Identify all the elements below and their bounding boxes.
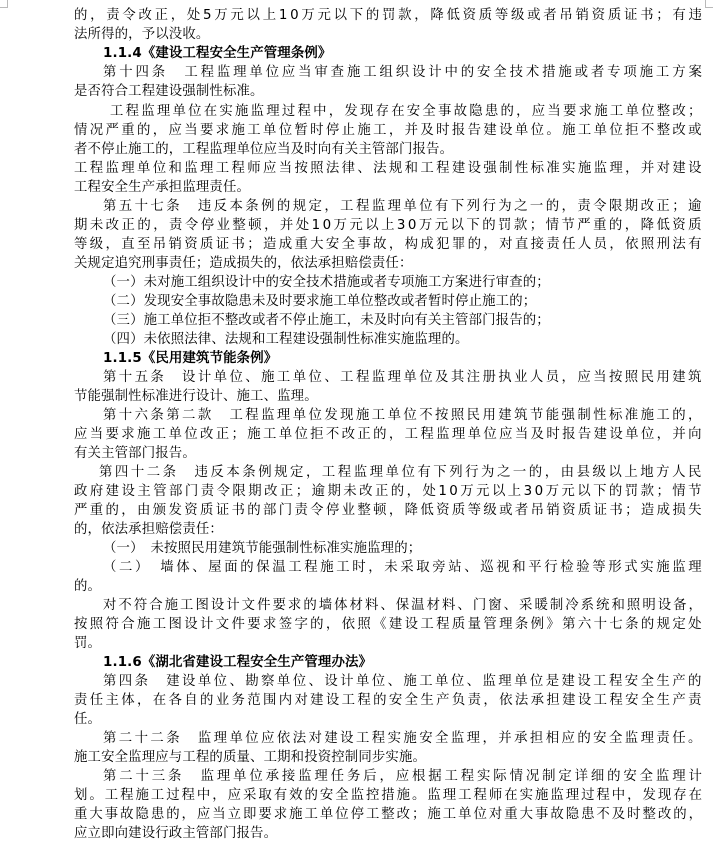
page-corner-marker-left bbox=[0, 0, 8, 8]
list-item: （一）未对施工组织设计中的安全技术措施或者专项施工方案进行审查的； bbox=[103, 275, 550, 290]
section-heading: 1.1.6《湖北省建设工程安全生产管理办法》 bbox=[103, 655, 373, 670]
text-line: 第四十二条 违反本条例规定，工程监理单位有下列行为之一的，由县级以上地方人民 bbox=[99, 465, 704, 480]
text-line: 罚。 bbox=[74, 636, 102, 651]
list-item: （一） 未按照民用建筑节能强制性标准实施监理的； bbox=[103, 541, 422, 556]
text-line: 者不停止施工的，工程监理单位应当及时向有关主管部门报告。 bbox=[74, 142, 454, 157]
text-line: 第十四条 工程监理单位应当审查施工组织设计中的安全技术措施或者专项施工方案 bbox=[103, 65, 705, 80]
text-line: 第二十三条 监理单位承接监理任务后，应根据工程实际情况制定详细的安全监理计 bbox=[103, 769, 705, 784]
text-line: 第四条 建设单位、勘察单位、设计单位、施工单位、监理单位是建设工程安全生产的 bbox=[103, 674, 704, 689]
text-line: 应当要求施工单位改正；施工单位拒不改正的，工程监理单位应当及时报告建设单位，并向 bbox=[74, 427, 704, 442]
text-line: 应立即向建设行政主管部门报告。 bbox=[74, 826, 278, 841]
list-item: （二）发现安全事故隐患未及时要求施工单位整改或者暂时停止施工的； bbox=[103, 294, 537, 309]
text-line: 是否符合工程建设强制性标准。 bbox=[74, 84, 264, 99]
text-line: 关规定追究刑事责任；造成损失的，依法承担赔偿责任： bbox=[74, 256, 413, 271]
text-line: 任。 bbox=[74, 712, 102, 727]
text-line: 第十六条第二款 工程监理单位发现施工单位不按照民用建筑节能强制性标准施工的， bbox=[103, 408, 704, 423]
text-line: 工程监理单位和监理工程师应当按照法律、法规和工程建设强制性标准实施监理，并对建设 bbox=[74, 161, 704, 176]
text-line: 的。 bbox=[74, 579, 102, 594]
text-line: 第五十七条 违反本条例的规定，工程监理单位有下列行为之一的，责令限期改正；逾 bbox=[103, 199, 704, 214]
text-line: 工程监理单位在实施监理过程中，发现存在安全事故隐患的，应当要求施工单位整改； bbox=[110, 104, 704, 119]
text-line: 期未改正的，责令停业整顿，并处10万元以上30万元以下的罚款；情节严重的，降低资质 bbox=[74, 218, 704, 233]
text-line: 的，依法承担赔偿责任： bbox=[74, 522, 223, 537]
text-line: 责任主体，在各自的业务范围内对建设工程的安全生产负责，依法承担建设工程安全生产责 bbox=[74, 693, 704, 708]
page-corner-marker-right bbox=[705, 0, 713, 8]
text-line: 法所得的，予以没收。 bbox=[74, 27, 210, 42]
text-line: 的，责令改正，处5万元以上10万元以下的罚款，降低资质等级或者吊销资质证书；有违 bbox=[74, 8, 705, 23]
text-line: 等级，直至吊销资质证书；造成重大安全事故，构成犯罪的，对直接责任人员，依照刑法有 bbox=[74, 237, 704, 252]
text-line: 有关主管部门报告。 bbox=[74, 446, 196, 461]
text-line: 政府建设主管部门责令限期改正；逾期未改正的，处10万元以上30万元以下的罚款；情节 bbox=[74, 484, 704, 499]
section-heading: 1.1.5《民用建筑节能条例》 bbox=[103, 351, 278, 366]
text-line: 划。工程施工过程中，应采取有效的安全监控措施。监理工程师在实施监理过程中，发现存在 bbox=[74, 788, 704, 803]
text-line: 施工安全监理应与工程的质量、工期和投资控制同步实施。 bbox=[74, 750, 427, 765]
text-line: 重大事故隐患的，应当立即要求施工单位停工整改；施工单位对重大事故隐患不及时整改的， bbox=[74, 807, 704, 822]
text-line: 对不符合施工图设计文件要求的墙体材料、保温材料、门窗、采暖制冷系统和照明设备， bbox=[103, 598, 704, 613]
text-line: 第二十二条 监理单位应依法对建设工程实施安全监理，并承担相应的安全监理责任。 bbox=[103, 731, 704, 746]
text-line: 按照符合施工图设计文件要求签字的，依照《建设工程质量管理条例》第六十七条的规定处 bbox=[74, 617, 704, 632]
text-line: 工程安全生产承担监理责任。 bbox=[74, 180, 251, 195]
list-item: （三）施工单位拒不整改或者不停止施工，未及时向有关主管部门报告的； bbox=[103, 313, 550, 328]
section-heading: 1.1.4《建设工程安全生产管理条例》 bbox=[103, 46, 332, 61]
list-item: （四）未依照法律、法规和工程建设强制性标准实施监理的。 bbox=[103, 332, 469, 347]
list-item: （二） 墙体、屋面的保温工程施工时，未采取旁站、巡视和平行检验等形式实施监理 bbox=[103, 560, 705, 575]
text-line: 严重的，由颁发资质证书的部门责令停业整顿，降低资质等级或者吊销资质证书；造成损失 bbox=[74, 503, 704, 518]
text-line: 节能强制性标准进行设计、施工、监理。 bbox=[74, 389, 318, 404]
text-line: 第十五条 设计单位、施工单位、工程监理单位及其注册执业人员，应当按照民用建筑 bbox=[103, 370, 704, 385]
text-line: 情况严重的，应当要求施工单位暂时停止施工，并及时报告建设单位。施工单位拒不整改或 bbox=[74, 123, 704, 138]
